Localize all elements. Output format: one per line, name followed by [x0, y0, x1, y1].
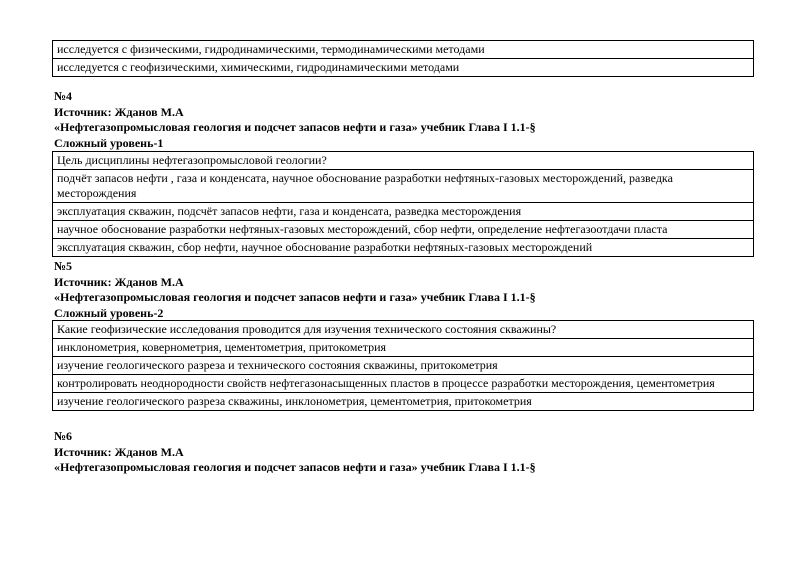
- question-source: Источник: Жданов М.А: [54, 444, 184, 459]
- question-5-table: [52, 320, 754, 411]
- question-book: «Нефтегазопромысловая геология и подсчет запасов нефти и газа» учебник Глава I 1.1-§: [54, 460, 536, 474]
- answer-row: эксплуатация скважин, сбор нефти, научное обоснование разработки нефтяных-газовых месторождений: [53, 239, 753, 257]
- question-level: Сложный уровень-2: [54, 305, 164, 320]
- answer-row: изучение геологического разреза скважины, инклонометрия, цементометрия, притокометрия: [53, 393, 753, 411]
- answer-row: научное обоснование разработки нефтяных-газовых месторождений, сбор нефти, определение нефтегазоотдачи пласта: [53, 221, 753, 239]
- question-level: Сложный уровень-1: [54, 135, 164, 150]
- answer-row: изучение геологического разреза и технического состояния скважины, притокометрия: [53, 357, 753, 375]
- question-4-header: [54, 89, 536, 151]
- question-number: №6: [54, 429, 73, 443]
- question-text: Цель дисциплины нефтегазопромысловой геологии?: [53, 152, 753, 170]
- answer-row: контролировать неоднородности свойств нефтегазонасыщенных пластов в процессе разработки месторождения, цементометрия: [53, 375, 753, 393]
- answer-row: инклонометрия, ковернометрия, цементометрия, притокометрия: [53, 339, 753, 357]
- answer-row: эксплуатация скважин, подсчёт запасов нефти, газа и конденсата, разведка месторождения: [53, 203, 753, 221]
- question-source: Источник: Жданов М.А: [54, 104, 184, 119]
- answer-row: подчёт запасов нефти , газа и конденсата, научное обоснование разработки нефтяных-газовых месторождений, разведка месторождения: [53, 170, 753, 203]
- question-number: №4: [54, 89, 73, 103]
- answer-row: исследуется с геофизическими, химическими, гидродинамическими методами: [53, 59, 753, 77]
- answer-table-top: [52, 40, 754, 77]
- question-text: Какие геофизические исследования проводится для изучения технического состояния скважины?: [53, 321, 753, 339]
- question-number: №5: [54, 259, 73, 273]
- question-book: «Нефтегазопромысловая геология и подсчет запасов нефти и газа» учебник Глава I 1.1-§: [54, 120, 536, 134]
- question-source: Источник: Жданов М.А: [54, 274, 184, 289]
- question-book: «Нефтегазопромысловая геология и подсчет запасов нефти и газа» учебник Глава I 1.1-§: [54, 290, 536, 304]
- answer-row: исследуется с физическими, гидродинамическими, термодинамическими методами: [53, 41, 753, 59]
- question-6-header: [54, 429, 536, 476]
- question-4-table: [52, 151, 754, 257]
- question-5-header: [54, 259, 536, 321]
